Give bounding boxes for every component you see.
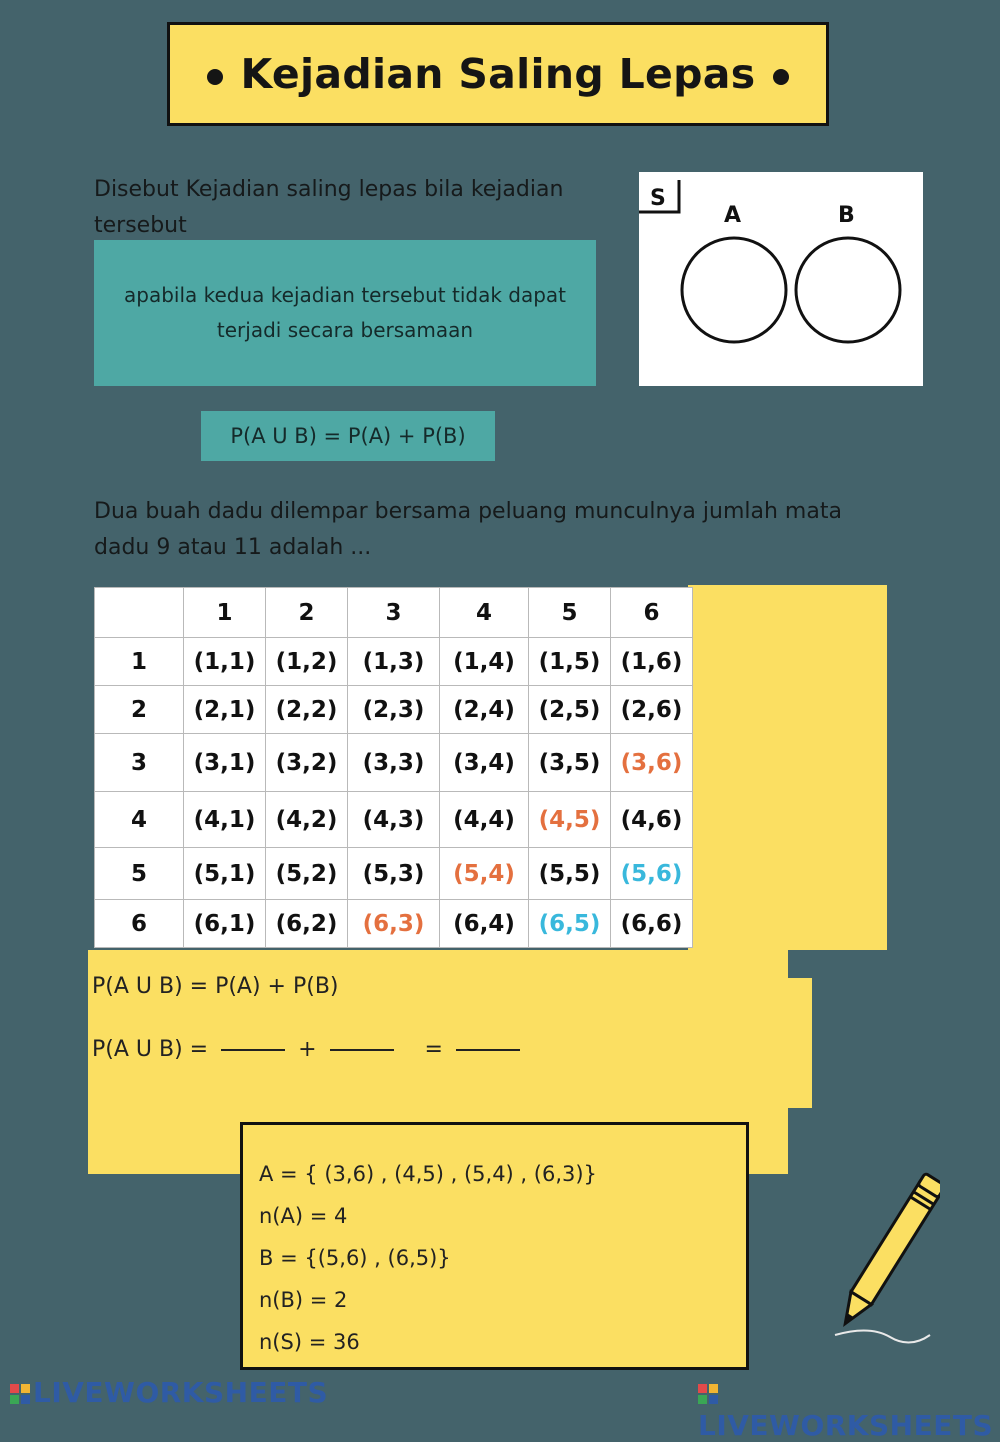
table-row bbox=[95, 792, 693, 848]
table-cell-sum11: (6,5) bbox=[529, 900, 611, 948]
dice-table bbox=[94, 587, 693, 948]
table-row bbox=[95, 638, 693, 686]
table-cell: (2,1) bbox=[184, 686, 266, 734]
table-cell: (4,2) bbox=[266, 792, 348, 848]
formula-box: P(A U B) = P(A) + P(B) bbox=[201, 411, 495, 461]
intro-text: Disebut Kejadian saling lepas bila kejadian tersebut bbox=[94, 177, 564, 238]
table-yellow-panel bbox=[688, 585, 887, 950]
title-text bbox=[189, 50, 808, 98]
liveworksheets-logo bbox=[10, 1376, 328, 1409]
answer-line: A = { (3,6) , (4,5) , (5,4) , (6,3)} bbox=[259, 1162, 597, 1186]
table-cell-sum9: (5,4) bbox=[440, 848, 529, 900]
circle-a-label: A bbox=[724, 203, 742, 228]
table-corner bbox=[95, 588, 184, 638]
table-cell: (2,4) bbox=[440, 686, 529, 734]
table-cell: (1,4) bbox=[440, 638, 529, 686]
logo-text: LIVEWORKSHEETS bbox=[698, 1409, 994, 1442]
answer-line: B = {(5,6) , (6,5)} bbox=[259, 1246, 451, 1270]
bullet-icon bbox=[207, 69, 223, 85]
pencil-icon bbox=[830, 1165, 940, 1359]
table-row bbox=[95, 686, 693, 734]
answer-line: n(B) = 2 bbox=[259, 1288, 348, 1312]
table-cell: (6,1) bbox=[184, 900, 266, 948]
venn-svg bbox=[639, 172, 923, 386]
circle-b bbox=[796, 238, 900, 342]
col-header: 4 bbox=[440, 588, 529, 638]
circle-b-label: B bbox=[838, 203, 855, 228]
table-row bbox=[95, 734, 693, 792]
answer-line: n(A) = 4 bbox=[259, 1204, 348, 1228]
table-cell: (5,1) bbox=[184, 848, 266, 900]
plus-sign: + bbox=[298, 1037, 317, 1062]
question-text: Dua buah dadu dilempar bersama peluang munculnya jumlah mata dadu 9 atau 11 adalah ... bbox=[94, 499, 842, 560]
blank-answer-a[interactable] bbox=[221, 1049, 285, 1051]
panel-notch bbox=[788, 1108, 812, 1174]
col-header: 2 bbox=[266, 588, 348, 638]
row-header: 6 bbox=[95, 900, 184, 948]
title-banner bbox=[167, 22, 829, 126]
table-cell: (6,6) bbox=[611, 900, 693, 948]
bullet-icon bbox=[773, 69, 789, 85]
logo-mark-icon bbox=[698, 1378, 718, 1398]
table-cell: (1,6) bbox=[611, 638, 693, 686]
table-cell: (1,1) bbox=[184, 638, 266, 686]
table-cell: (2,2) bbox=[266, 686, 348, 734]
venn-diagram bbox=[639, 172, 923, 386]
table-row bbox=[95, 848, 693, 900]
col-header: 1 bbox=[184, 588, 266, 638]
row-header: 5 bbox=[95, 848, 184, 900]
blank-answer-b[interactable] bbox=[330, 1049, 394, 1051]
table-cell: (2,5) bbox=[529, 686, 611, 734]
title-label: Kejadian Saling Lepas bbox=[240, 50, 756, 98]
table-cell: (4,4) bbox=[440, 792, 529, 848]
table-cell: (3,1) bbox=[184, 734, 266, 792]
table-cell: (5,5) bbox=[529, 848, 611, 900]
universe-label: S bbox=[650, 186, 666, 211]
table-cell-sum9: (4,5) bbox=[529, 792, 611, 848]
table-cell: (1,5) bbox=[529, 638, 611, 686]
table-cell: (5,2) bbox=[266, 848, 348, 900]
table-cell-sum9: (3,6) bbox=[611, 734, 693, 792]
col-header: 3 bbox=[348, 588, 440, 638]
col-header: 5 bbox=[529, 588, 611, 638]
row-header: 2 bbox=[95, 686, 184, 734]
table-cell: (3,5) bbox=[529, 734, 611, 792]
table-cell-sum11: (5,6) bbox=[611, 848, 693, 900]
table-cell: (3,4) bbox=[440, 734, 529, 792]
panel-notch bbox=[788, 950, 812, 978]
work-formula: P(A U B) = P(A) + P(B) bbox=[92, 974, 339, 999]
table-cell: (4,3) bbox=[348, 792, 440, 848]
equals-sign: = bbox=[424, 1037, 443, 1062]
col-header: 6 bbox=[611, 588, 693, 638]
row-header: 3 bbox=[95, 734, 184, 792]
table-cell: (1,2) bbox=[266, 638, 348, 686]
table-cell: (3,3) bbox=[348, 734, 440, 792]
work-equation-prefix: P(A U B) = bbox=[92, 1037, 209, 1062]
liveworksheets-logo bbox=[698, 1376, 1000, 1442]
table-cell: (5,3) bbox=[348, 848, 440, 900]
table-cell: (1,3) bbox=[348, 638, 440, 686]
answer-box bbox=[240, 1122, 749, 1370]
table-cell: (6,2) bbox=[266, 900, 348, 948]
answer-line: n(S) = 36 bbox=[259, 1330, 360, 1354]
definition-box: apabila kedua kejadian tersebut tidak dapat terjadi secara bersamaan bbox=[94, 240, 596, 386]
row-header: 1 bbox=[95, 638, 184, 686]
table-cell: (4,6) bbox=[611, 792, 693, 848]
work-equation bbox=[92, 1037, 526, 1062]
logo-mark-icon bbox=[10, 1378, 30, 1398]
row-header: 4 bbox=[95, 792, 184, 848]
table-row bbox=[95, 900, 693, 948]
table-cell: (6,4) bbox=[440, 900, 529, 948]
table-cell: (2,6) bbox=[611, 686, 693, 734]
table-cell-sum9: (6,3) bbox=[348, 900, 440, 948]
logo-text: LIVEWORKSHEETS bbox=[33, 1376, 329, 1409]
table-cell: (2,3) bbox=[348, 686, 440, 734]
blank-answer-total[interactable] bbox=[456, 1049, 520, 1051]
circle-a bbox=[682, 238, 786, 342]
table-cell: (3,2) bbox=[266, 734, 348, 792]
table-cell: (4,1) bbox=[184, 792, 266, 848]
table-header-row bbox=[95, 588, 693, 638]
